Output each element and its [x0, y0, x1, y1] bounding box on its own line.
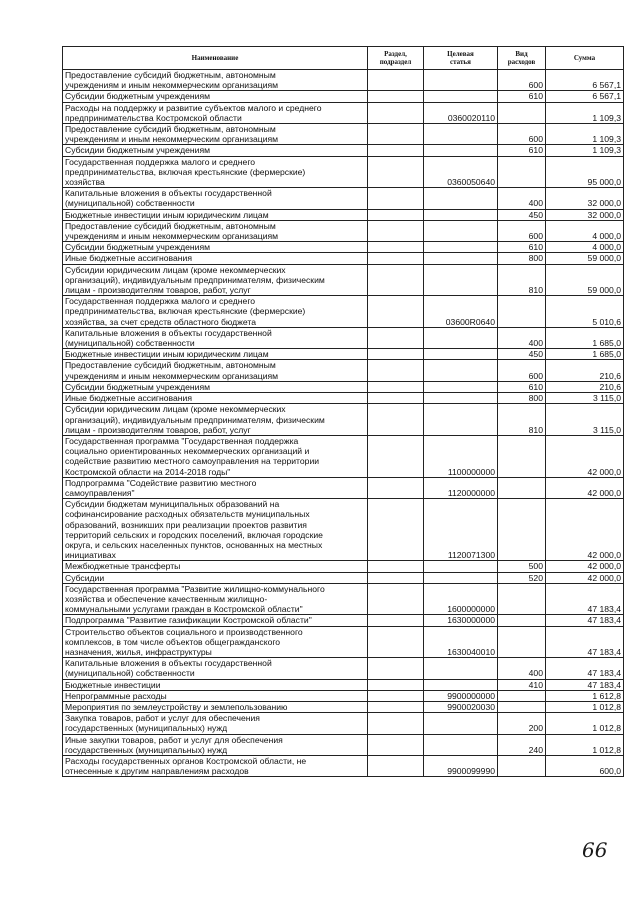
row-target-cell — [424, 327, 498, 348]
row-name-cell: Субсидии — [63, 572, 368, 583]
row-section-cell — [368, 679, 424, 690]
table-row — [63, 102, 624, 123]
row-section-cell — [368, 253, 424, 264]
row-sum-cell: 59 000,0 — [546, 253, 624, 264]
row-sum-cell: 47 183,4 — [546, 615, 624, 626]
table-row — [63, 404, 624, 436]
row-sum-cell: 1 685,0 — [546, 327, 624, 348]
table-body — [63, 70, 624, 777]
row-sum-cell: 1 012,8 — [546, 701, 624, 712]
table-row — [63, 679, 624, 690]
row-section-cell — [368, 583, 424, 615]
row-sum-cell: 32 000,0 — [546, 188, 624, 209]
row-kind-cell: 200 — [498, 713, 546, 734]
header-sum: Сумма — [546, 47, 624, 70]
table-row — [63, 188, 624, 209]
row-target-cell — [424, 70, 498, 91]
row-kind-cell — [498, 701, 546, 712]
row-target-cell: 0360020110 — [424, 102, 498, 123]
row-target-cell: 1600000000 — [424, 583, 498, 615]
row-target-cell — [424, 209, 498, 220]
row-section-cell — [368, 615, 424, 626]
row-name-cell: Капитальные вложения в объекты государственной (муниципальной) собственности — [63, 327, 368, 348]
row-kind-cell: 600 — [498, 220, 546, 241]
header-target: Целевая статья — [424, 47, 498, 70]
row-name-cell: Субсидии юридическим лицам (кроме некоммерческих организаций), индивидуальным предпринимателям, физическим лицам - производителям товаров, работ, услуг — [63, 264, 368, 296]
row-section-cell — [368, 242, 424, 253]
row-sum-cell: 42 000,0 — [546, 477, 624, 498]
table-row — [63, 561, 624, 572]
row-name-cell: Иные закупки товаров, работ и услуг для обеспечения государственных (муниципальных) нужд — [63, 734, 368, 755]
row-name-cell: Подпрограмма "Развитие газификации Костромской области" — [63, 615, 368, 626]
row-section-cell — [368, 499, 424, 561]
row-section-cell — [368, 349, 424, 360]
row-target-cell — [424, 242, 498, 253]
row-kind-cell: 810 — [498, 264, 546, 296]
row-name-cell: Субсидии бюджетным учреждениям — [63, 242, 368, 253]
row-kind-cell: 810 — [498, 404, 546, 436]
row-kind-cell: 400 — [498, 327, 546, 348]
row-name-cell: Субсидии бюджетным учреждениям — [63, 91, 368, 102]
row-section-cell — [368, 296, 424, 328]
row-kind-cell — [498, 499, 546, 561]
row-section-cell — [368, 713, 424, 734]
row-target-cell — [424, 381, 498, 392]
row-kind-cell — [498, 583, 546, 615]
table-row — [63, 435, 624, 477]
row-kind-cell: 450 — [498, 349, 546, 360]
table-row — [63, 220, 624, 241]
table-row — [63, 360, 624, 381]
row-sum-cell: 47 183,4 — [546, 583, 624, 615]
header-name: Наименование — [63, 47, 368, 70]
table-row — [63, 572, 624, 583]
row-name-cell: Государственная программа "Государственная поддержка социально ориентированных некоммерческих организаций и содействие развитию местного самоуправления на территории Костромской области на 2014-2018 годы" — [63, 435, 368, 477]
row-target-cell — [424, 188, 498, 209]
row-kind-cell: 410 — [498, 679, 546, 690]
row-name-cell: Бюджетные инвестиции — [63, 679, 368, 690]
row-sum-cell: 600,0 — [546, 756, 624, 777]
row-target-cell — [424, 658, 498, 679]
row-kind-cell — [498, 435, 546, 477]
row-target-cell — [424, 360, 498, 381]
table-row — [63, 713, 624, 734]
row-kind-cell — [498, 690, 546, 701]
page-number: 66 — [582, 838, 608, 862]
row-name-cell: Расходы государственных органов Костромской области, не отнесенные к другим направлениям расходов — [63, 756, 368, 777]
row-section-cell — [368, 435, 424, 477]
row-name-cell: Субсидии бюджетам муниципальных образований на софинансирование расходных обязательств муниципальных образований, возникших при реализации проектов развития территорий сельских и городских поселений, включая городские округа, и сельских населенных пунктов, основанных на местных инициативах — [63, 499, 368, 561]
row-target-cell — [424, 253, 498, 264]
row-name-cell: Капитальные вложения в объекты государственной (муниципальной) собственности — [63, 658, 368, 679]
row-name-cell: Межбюджетные трансферты — [63, 561, 368, 572]
table-row — [63, 626, 624, 658]
row-target-cell — [424, 91, 498, 102]
row-target-cell — [424, 264, 498, 296]
table-row — [63, 583, 624, 615]
row-kind-cell: 400 — [498, 188, 546, 209]
row-name-cell: Бюджетные инвестиции иным юридическим лицам — [63, 209, 368, 220]
table-row — [63, 701, 624, 712]
row-name-cell: Строительство объектов социального и производственного комплексов, в том числе объектов общегражданского назначения, жилья, инфраструктуры — [63, 626, 368, 658]
row-target-cell: 9900000000 — [424, 690, 498, 701]
row-target-cell: 1630040010 — [424, 626, 498, 658]
row-kind-cell: 500 — [498, 561, 546, 572]
row-kind-cell: 450 — [498, 209, 546, 220]
row-sum-cell: 32 000,0 — [546, 209, 624, 220]
row-name-cell: Субсидии бюджетным учреждениям — [63, 145, 368, 156]
row-section-cell — [368, 381, 424, 392]
row-name-cell: Подпрограмма "Содействие развитию местного самоуправления" — [63, 477, 368, 498]
row-kind-cell: 600 — [498, 360, 546, 381]
row-target-cell — [424, 572, 498, 583]
row-sum-cell: 1 109,3 — [546, 124, 624, 145]
table-row — [63, 381, 624, 392]
budget-table — [62, 46, 624, 777]
row-target-cell: 1120071300 — [424, 499, 498, 561]
header-section: Раздел, подраздел — [368, 47, 424, 70]
row-sum-cell: 42 000,0 — [546, 499, 624, 561]
table-row — [63, 242, 624, 253]
row-section-cell — [368, 756, 424, 777]
table-row — [63, 91, 624, 102]
row-kind-cell: 610 — [498, 145, 546, 156]
row-kind-cell — [498, 626, 546, 658]
row-kind-cell: 800 — [498, 253, 546, 264]
row-sum-cell: 95 000,0 — [546, 156, 624, 188]
row-name-cell: Государственная поддержка малого и среднего предпринимательства, включая крестьянские (фермерские) хозяйства, за счет средств областного бюджета — [63, 296, 368, 328]
row-section-cell — [368, 658, 424, 679]
row-section-cell — [368, 124, 424, 145]
row-target-cell: 1100000000 — [424, 435, 498, 477]
row-sum-cell: 42 000,0 — [546, 561, 624, 572]
row-kind-cell — [498, 102, 546, 123]
table-row — [63, 349, 624, 360]
row-section-cell — [368, 209, 424, 220]
table-row — [63, 756, 624, 777]
row-sum-cell: 1 109,3 — [546, 145, 624, 156]
row-target-cell — [424, 349, 498, 360]
row-kind-cell: 800 — [498, 393, 546, 404]
row-target-cell — [424, 220, 498, 241]
row-section-cell — [368, 91, 424, 102]
table-row — [63, 145, 624, 156]
row-sum-cell: 6 567,1 — [546, 91, 624, 102]
row-kind-cell: 610 — [498, 242, 546, 253]
row-kind-cell: 610 — [498, 91, 546, 102]
row-target-cell — [424, 124, 498, 145]
row-name-cell: Иные бюджетные ассигнования — [63, 393, 368, 404]
row-section-cell — [368, 393, 424, 404]
row-sum-cell: 1 109,3 — [546, 102, 624, 123]
table-row — [63, 658, 624, 679]
row-sum-cell: 6 567,1 — [546, 70, 624, 91]
row-name-cell: Субсидии юридическим лицам (кроме некоммерческих организаций), индивидуальным предпринимателям, физическим лицам - производителям товаров, работ, услуг — [63, 404, 368, 436]
row-name-cell: Государственная программа "Развитие жилищно-коммунального хозяйства и обеспечение качественным жилищно- коммунальными услугами граждан в Костромской области" — [63, 583, 368, 615]
row-sum-cell: 210,6 — [546, 360, 624, 381]
row-kind-cell: 600 — [498, 70, 546, 91]
row-target-cell — [424, 713, 498, 734]
row-target-cell — [424, 393, 498, 404]
row-section-cell — [368, 690, 424, 701]
row-sum-cell: 1 612,8 — [546, 690, 624, 701]
row-section-cell — [368, 734, 424, 755]
table-row — [63, 477, 624, 498]
row-target-cell — [424, 561, 498, 572]
row-sum-cell: 47 183,4 — [546, 658, 624, 679]
row-section-cell — [368, 188, 424, 209]
row-sum-cell: 47 183,4 — [546, 626, 624, 658]
row-name-cell: Мероприятия по землеустройству и землепользованию — [63, 701, 368, 712]
row-kind-cell: 610 — [498, 381, 546, 392]
budget-document — [62, 46, 623, 777]
row-sum-cell: 5 010,6 — [546, 296, 624, 328]
row-name-cell: Субсидии бюджетным учреждениям — [63, 381, 368, 392]
row-section-cell — [368, 102, 424, 123]
row-name-cell: Непрограммные расходы — [63, 690, 368, 701]
header-kind: Вид расходов — [498, 47, 546, 70]
row-sum-cell: 3 115,0 — [546, 393, 624, 404]
table-row — [63, 499, 624, 561]
row-sum-cell: 42 000,0 — [546, 572, 624, 583]
row-section-cell — [368, 572, 424, 583]
table-row — [63, 70, 624, 91]
row-name-cell: Предоставление субсидий бюджетным, автономным учреждениям и иным некоммерческим организациям — [63, 220, 368, 241]
row-sum-cell: 59 000,0 — [546, 264, 624, 296]
table-row — [63, 253, 624, 264]
row-name-cell: Государственная поддержка малого и среднего предпринимательства, включая крестьянские (фермерские) хозяйства — [63, 156, 368, 188]
table-row — [63, 690, 624, 701]
row-sum-cell: 4 000,0 — [546, 242, 624, 253]
row-kind-cell — [498, 156, 546, 188]
row-section-cell — [368, 145, 424, 156]
row-kind-cell — [498, 477, 546, 498]
row-sum-cell: 1 685,0 — [546, 349, 624, 360]
row-section-cell — [368, 561, 424, 572]
row-name-cell: Капитальные вложения в объекты государственной (муниципальной) собственности — [63, 188, 368, 209]
row-sum-cell: 42 000,0 — [546, 435, 624, 477]
row-section-cell — [368, 327, 424, 348]
row-target-cell — [424, 734, 498, 755]
row-name-cell: Закупка товаров, работ и услуг для обеспечения государственных (муниципальных) нужд — [63, 713, 368, 734]
row-name-cell: Расходы на поддержку и развитие субъектов малого и среднего предпринимательства Костромской области — [63, 102, 368, 123]
row-kind-cell — [498, 756, 546, 777]
table-row — [63, 734, 624, 755]
row-name-cell: Бюджетные инвестиции иным юридическим лицам — [63, 349, 368, 360]
row-name-cell: Иные бюджетные ассигнования — [63, 253, 368, 264]
row-name-cell: Предоставление субсидий бюджетным, автономным учреждениям и иным некоммерческим организациям — [63, 70, 368, 91]
row-section-cell — [368, 70, 424, 91]
row-target-cell — [424, 404, 498, 436]
row-target-cell: 9900020030 — [424, 701, 498, 712]
row-name-cell: Предоставление субсидий бюджетным, автономным учреждениям и иным некоммерческим организациям — [63, 360, 368, 381]
row-section-cell — [368, 156, 424, 188]
row-sum-cell: 1 012,8 — [546, 713, 624, 734]
row-sum-cell: 47 183,4 — [546, 679, 624, 690]
row-section-cell — [368, 264, 424, 296]
row-section-cell — [368, 626, 424, 658]
row-kind-cell — [498, 615, 546, 626]
row-sum-cell: 3 115,0 — [546, 404, 624, 436]
row-section-cell — [368, 220, 424, 241]
row-section-cell — [368, 477, 424, 498]
row-target-cell: 03600R0640 — [424, 296, 498, 328]
row-name-cell: Предоставление субсидий бюджетным, автономным учреждениям и иным некоммерческим организациям — [63, 124, 368, 145]
row-kind-cell: 600 — [498, 124, 546, 145]
row-sum-cell: 4 000,0 — [546, 220, 624, 241]
table-row — [63, 327, 624, 348]
table-row — [63, 156, 624, 188]
row-section-cell — [368, 404, 424, 436]
table-row — [63, 615, 624, 626]
row-target-cell: 1630000000 — [424, 615, 498, 626]
row-kind-cell: 400 — [498, 658, 546, 679]
row-target-cell: 9900099990 — [424, 756, 498, 777]
row-kind-cell: 240 — [498, 734, 546, 755]
row-section-cell — [368, 701, 424, 712]
table-row — [63, 264, 624, 296]
row-kind-cell: 520 — [498, 572, 546, 583]
row-section-cell — [368, 360, 424, 381]
table-row — [63, 124, 624, 145]
row-target-cell: 0360050640 — [424, 156, 498, 188]
table-header-row — [63, 47, 624, 70]
table-row — [63, 296, 624, 328]
table-row — [63, 393, 624, 404]
table-row — [63, 209, 624, 220]
row-sum-cell: 210,6 — [546, 381, 624, 392]
row-target-cell — [424, 145, 498, 156]
row-sum-cell: 1 012,8 — [546, 734, 624, 755]
row-target-cell — [424, 679, 498, 690]
row-kind-cell — [498, 296, 546, 328]
row-target-cell: 1120000000 — [424, 477, 498, 498]
